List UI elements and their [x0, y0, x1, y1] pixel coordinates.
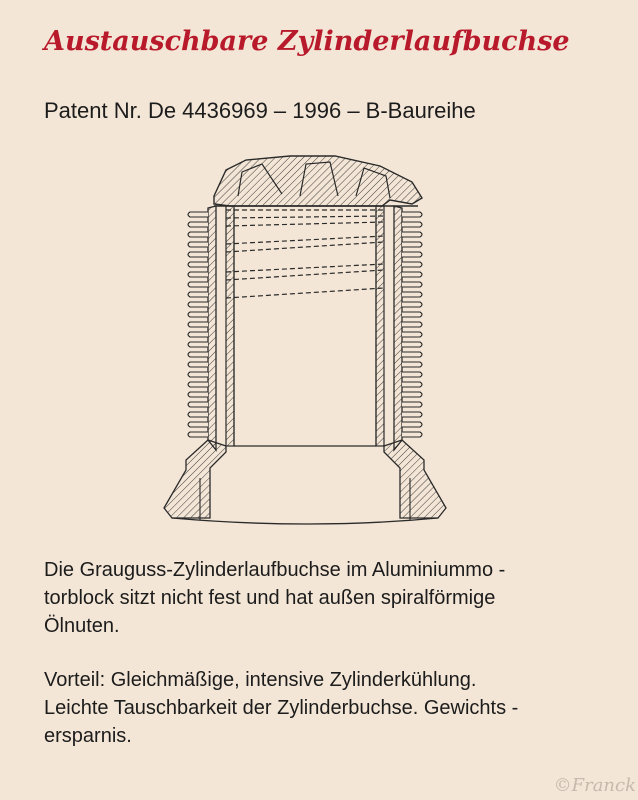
- cooling-fin: [188, 312, 208, 317]
- cooling-fin: [188, 422, 208, 427]
- text-line: Ölnuten.: [44, 615, 120, 637]
- cooling-fin: [402, 432, 422, 437]
- cooling-fin: [402, 322, 422, 327]
- cylinder-liner-drawing: [150, 148, 470, 530]
- left-block-wall: [188, 206, 216, 450]
- cooling-fin: [188, 272, 208, 277]
- cooling-fin: [402, 312, 422, 317]
- cooling-fin: [188, 342, 208, 347]
- cooling-fin: [402, 212, 422, 217]
- cooling-fin: [188, 362, 208, 367]
- cooling-fin: [188, 232, 208, 237]
- cooling-fin: [188, 292, 208, 297]
- cooling-fin: [188, 322, 208, 327]
- cooling-fin: [188, 432, 208, 437]
- cooling-fin: [402, 262, 422, 267]
- text-line: Leichte Tauschbarkeit der Zylinderbuchse. Gewichts -: [44, 697, 519, 719]
- cooling-fin: [402, 402, 422, 407]
- advantage-paragraph: [44, 666, 604, 750]
- cooling-fin: [402, 252, 422, 257]
- cooling-fin: [188, 242, 208, 247]
- cooling-fin: [402, 272, 422, 277]
- cooling-fin: [188, 332, 208, 337]
- cylinder-head: [214, 156, 422, 206]
- cooling-fin: [402, 232, 422, 237]
- text-line: Vorteil: Gleichmäßige, intensive Zylinderkühlung.: [44, 669, 477, 691]
- cooling-fin: [402, 422, 422, 427]
- description-paragraph: [44, 556, 604, 640]
- cooling-fin: [402, 242, 422, 247]
- cooling-fin: [402, 362, 422, 367]
- cooling-fin: [402, 392, 422, 397]
- cooling-fin: [402, 382, 422, 387]
- text-line: Die Grauguss-Zylinderlaufbuchse im Aluminiummo -: [44, 559, 506, 581]
- oil-grooves: [226, 210, 384, 298]
- cooling-fin: [188, 392, 208, 397]
- copyright-watermark: ©Franck: [553, 775, 636, 796]
- cooling-fin: [402, 332, 422, 337]
- cooling-fin: [402, 282, 422, 287]
- cooling-fin: [402, 342, 422, 347]
- cooling-fin: [188, 222, 208, 227]
- cooling-fin: [188, 262, 208, 267]
- cooling-fin: [188, 282, 208, 287]
- cooling-fin: [402, 302, 422, 307]
- cooling-fin: [188, 372, 208, 377]
- cylinder-liner: [226, 206, 384, 446]
- cooling-fin: [188, 252, 208, 257]
- cooling-fin: [402, 372, 422, 377]
- cooling-fin: [402, 352, 422, 357]
- crankcase-flange: [164, 440, 446, 524]
- cooling-fin: [188, 402, 208, 407]
- cooling-fin: [188, 412, 208, 417]
- text-line: torblock sitzt nicht fest und hat außen spiralförmige: [44, 587, 496, 609]
- cooling-fin: [188, 352, 208, 357]
- text-line: ersparnis.: [44, 725, 132, 747]
- patent-subtitle: Patent Nr. De 4436969 – 1996 – B-Baureihe: [44, 98, 476, 123]
- cooling-fin: [402, 412, 422, 417]
- cooling-fin: [188, 302, 208, 307]
- cooling-fin: [188, 212, 208, 217]
- cooling-fin: [402, 222, 422, 227]
- right-block-wall: [394, 206, 422, 450]
- cooling-fin: [402, 292, 422, 297]
- cooling-fin: [188, 382, 208, 387]
- page-title: Austauschbare Zylinderlaufbuchse: [44, 26, 570, 57]
